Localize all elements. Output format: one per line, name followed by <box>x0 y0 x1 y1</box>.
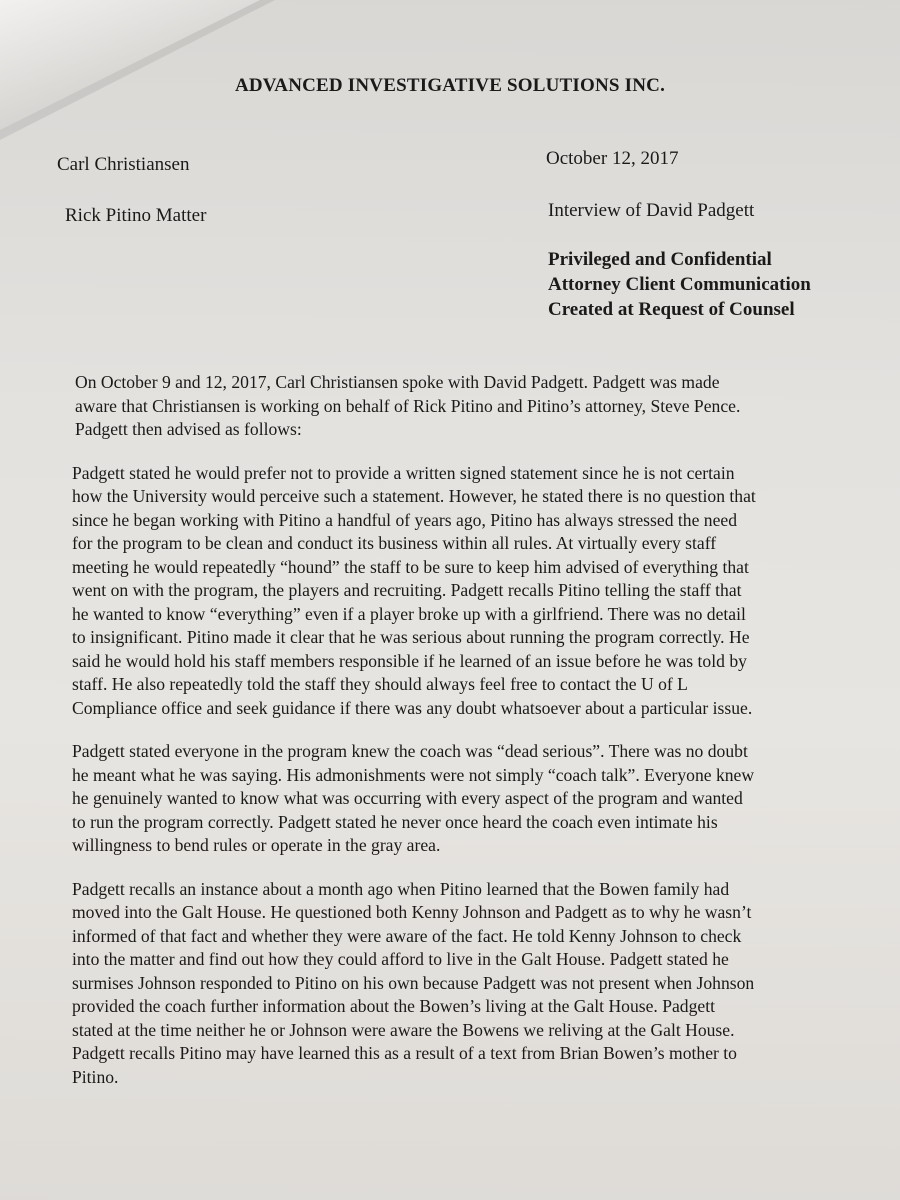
text-line: he genuinely wanted to know what was occurring with every aspect of the program and wanted <box>72 788 743 808</box>
matter-name: Rick Pitino Matter <box>65 205 207 226</box>
text-line: Compliance office and seek guidance if there was any doubt whatsoever about a particular issue. <box>72 697 753 718</box>
text-line: for the program to be clean and conduct its business within all rules. At virtually every staff <box>72 533 717 553</box>
text-line: he meant what he was saying. His admonishments were not simply “coach talk”. Everyone knew <box>72 764 755 785</box>
confidentiality-notice <box>548 247 811 322</box>
text-line: into the matter and find out how they could afford to live in the Galt House. Padgett stated he <box>72 949 729 969</box>
author-name: Carl Christiansen <box>57 154 190 175</box>
paragraph-serious <box>72 740 872 858</box>
text-line: since he began working with Pitino a handful of years ago, Pitino has always stressed the need <box>72 509 737 530</box>
paragraph-statement <box>72 462 872 721</box>
text-line: Padgett stated he would prefer not to provide a written signed statement since he is not certain <box>72 462 735 483</box>
text-line: surmises Johnson responded to Pitino on his own because Padgett was not present when Johnson <box>72 972 755 993</box>
text-line: went on with the program, the players and recruiting. Padgett recalls Pitino telling the staff that <box>72 580 742 600</box>
company-title: ADVANCED INVESTIGATIVE SOLUTIONS INC. <box>234 75 666 96</box>
text-line: Padgett then advised as follows: <box>75 419 302 439</box>
notice-line: Created at Request of Counsel <box>548 299 795 320</box>
text-line: to run the program correctly. Padgett stated he never once heard the coach even intimate his <box>72 811 718 832</box>
text-line: moved into the Galt House. He questioned both Kenny Johnson and Padgett as to why he wasn’t <box>72 902 752 922</box>
paragraph-intro <box>75 371 872 442</box>
paragraph-galt-house <box>72 878 872 1090</box>
text-line: informed of that fact and whether they were aware of the fact. He told Kenny Johnson to check <box>72 925 742 946</box>
document-body <box>72 371 872 1109</box>
text-line: provided the coach further information about the Bowen’s living at the Galt House. Padgett <box>72 996 715 1016</box>
text-line: how the University would perceive such a statement. However, he stated there is no question that <box>72 486 756 506</box>
text-line: aware that Christiansen is working on behalf of Rick Pitino and Pitino’s attorney, Steve Pence. <box>75 395 741 416</box>
text-line: meeting he would repeatedly “hound” the staff to be sure to keep him advised of everything that <box>72 556 749 577</box>
text-line: Pitino. <box>72 1066 119 1087</box>
text-line: to insignificant. Pitino made it clear that he was serious about running the program correctly. He <box>72 627 750 647</box>
text-line: he wanted to know “everything” even if a player broke up with a girlfriend. There was no detail <box>72 603 746 624</box>
text-line: Padgett stated everyone in the program knew the coach was “dead serious”. There was no doubt <box>72 741 748 761</box>
text-line: said he would hold his staff members responsible if he learned of an issue before he was told by <box>72 650 747 671</box>
notice-line: Privileged and Confidential <box>548 249 772 270</box>
notice-line: Attorney Client Communication <box>548 274 811 295</box>
text-line: stated at the time neither he or Johnson were aware the Bowens we reliving at the Galt House. <box>72 1019 735 1040</box>
text-line: Padgett recalls Pitino may have learned this as a result of a text from Brian Bowen’s mother to <box>72 1043 737 1063</box>
document-subject: Interview of David Padgett <box>548 200 755 221</box>
text-line: Padgett recalls an instance about a month ago when Pitino learned that the Bowen family had <box>72 878 730 899</box>
text-line: willingness to bend rules or operate in the gray area. <box>72 835 441 855</box>
text-line: staff. He also repeatedly told the staff they should always feel free to contact the U of L <box>72 674 688 694</box>
text-line: On October 9 and 12, 2017, Carl Christiansen spoke with David Padgett. Padgett was made <box>75 372 720 392</box>
document-date: October 12, 2017 <box>546 148 679 169</box>
